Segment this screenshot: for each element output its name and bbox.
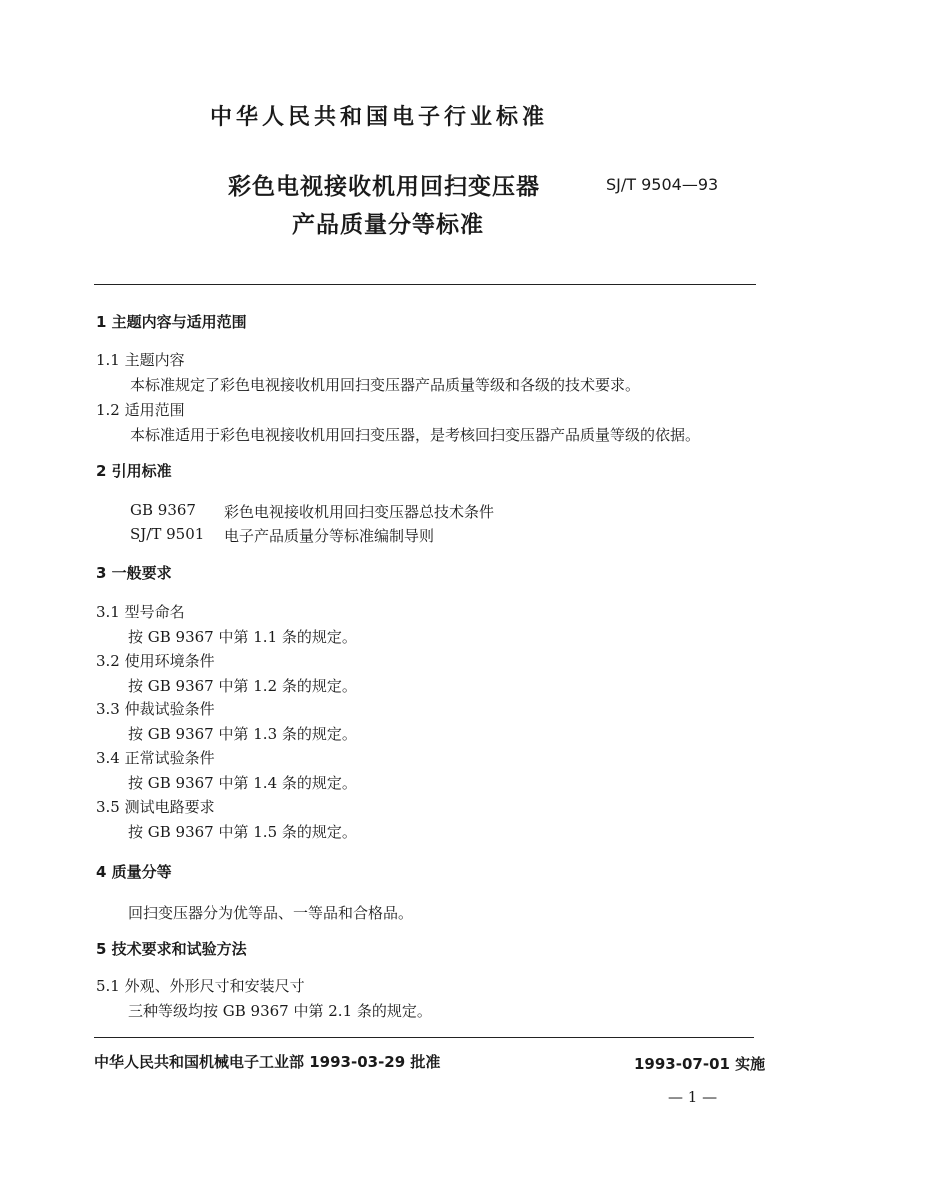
section-4-heading: 4 质量分等 [96,863,172,881]
section-5-1-text: 三种等级均按 GB 9367 中第 2.1 条的规定。 [128,1002,432,1020]
section-3-1-heading: 3.1 型号命名 [96,603,185,621]
section-1-heading: 1 主题内容与适用范围 [96,313,247,331]
section-4-text: 回扫变压器分为优等品、一等品和合格品。 [128,904,414,922]
section-3-5-text: 按 GB 9367 中第 1.5 条的规定。 [128,823,357,841]
issuing-org-title: 中华人民共和国电子行业标准 [210,104,549,130]
section-3-3-text: 按 GB 9367 中第 1.3 条的规定。 [128,725,357,743]
header-divider [94,284,756,285]
reference-title: 电子产品质量分等标准编制导则 [224,527,435,545]
page-number: — 1 — [668,1088,718,1106]
section-3-heading: 3 一般要求 [96,564,172,582]
reference-code: SJ/T 9501 [130,525,205,543]
reference-title: 彩色电视接收机用回扫变压器总技术条件 [224,503,495,521]
footer-divider [94,1037,754,1038]
section-3-5-heading: 3.5 测试电路要求 [96,798,215,816]
section-1-1-heading: 1.1 主题内容 [96,351,185,369]
section-3-4-text: 按 GB 9367 中第 1.4 条的规定。 [128,774,357,792]
reference-code: GB 9367 [130,501,196,519]
standard-code: SJ/T 9504—93 [606,175,719,194]
section-2-heading: 2 引用标准 [96,462,172,480]
section-1-2-heading: 1.2 适用范围 [96,401,185,419]
document-title-line1: 彩色电视接收机用回扫变压器 [228,173,540,200]
section-1-2-text: 本标准适用于彩色电视接收机用回扫变压器，是考核回扫变压器产品质量等级的依据。 [130,426,701,444]
section-5-1-heading: 5.1 外观、外形尺寸和安装尺寸 [96,977,305,995]
section-3-1-text: 按 GB 9367 中第 1.1 条的规定。 [128,628,357,646]
section-1-1-text: 本标准规定了彩色电视接收机用回扫变压器产品质量等级和各级的技术要求。 [130,376,641,394]
section-5-heading: 5 技术要求和试验方法 [96,940,247,958]
effective-date: 1993-07-01 实施 [634,1055,766,1073]
section-3-3-heading: 3.3 仲裁试验条件 [96,700,215,718]
section-3-2-heading: 3.2 使用环境条件 [96,652,215,670]
approval-statement: 中华人民共和国机械电子工业部 1993-03-29 批准 [94,1053,441,1071]
document-title-line2: 产品质量分等标准 [292,211,484,238]
section-3-4-heading: 3.4 正常试验条件 [96,749,215,767]
section-3-2-text: 按 GB 9367 中第 1.2 条的规定。 [128,677,357,695]
